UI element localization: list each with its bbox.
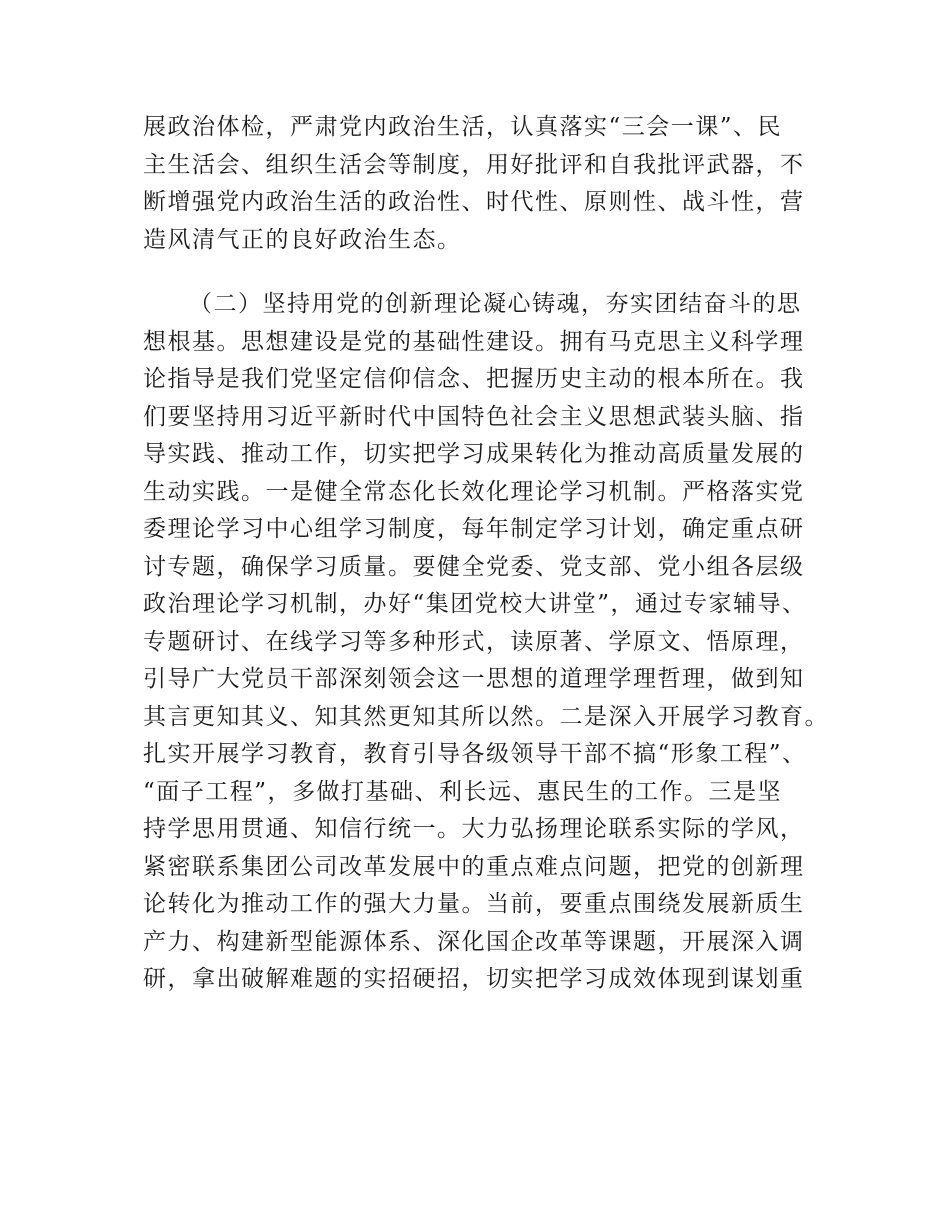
text-line: 扎实开展学习教育，教育引导各级领导干部不搞“形象工程”、 [143, 741, 807, 767]
text-line: 研，拿出破解难题的实招硬招，切实把学习成效体现到谋划重 [143, 966, 805, 992]
text-line: 们要坚持用习近平新时代中国特色社会主义思想武装头脑、指 [143, 403, 805, 430]
text-line: 持学思用贯通、知信行统一。大力弘扬理论联系实际的学风， [143, 816, 805, 842]
text-line: 生动实践。一是健全常态化长效化理论学习机制。严格落实党 [143, 478, 805, 505]
text-line: 产力、构建新型能源体系、深化国企改革等课题，开展深入调 [143, 928, 805, 955]
text-line: 引导广大党员干部深刻领会这一思想的道理学理哲理，做到知 [143, 666, 805, 692]
text-line: 讨专题，确保学习质量。要健全党委、党支部、党小组各层级 [143, 553, 805, 580]
text-line: 造风清气正的良好政治生态。 [143, 226, 462, 253]
text-line: 其言更知其义、知其然更知其所以然。二是深入开展学习教育。 [143, 703, 829, 730]
text-line: 政治理论学习机制，办好“集团党校大讲堂”，通过专家辅导、 [143, 591, 807, 617]
text-line: 导实践、推动工作，切实把学习成果转化为推动高质量发展的 [143, 441, 805, 467]
text-line: 专题研讨、在线学习等多种形式，读原著、学原文、悟原理， [143, 628, 805, 655]
text-line: 想根基。思想建设是党的基础性建设。拥有马克思主义科学理 [143, 328, 805, 355]
text-line [143, 999, 823, 1037]
text-line: 委理论学习中心组学习制度，每年制定学习计划，确定重点研 [143, 516, 805, 542]
text-line: 论指导是我们党坚定信仰信念、把握历史主动的根本所在。我 [143, 366, 805, 392]
text-line: “面子工程”，多做打基础、利长远、惠民生的工作。三是坚 [143, 778, 783, 805]
text-line: 紧密联系集团公司改革发展中的重点难点问题，把党的创新理 [143, 853, 805, 880]
paragraph-continuation [143, 109, 823, 259]
text-line [143, 1036, 823, 1074]
text-line: 主生活会、组织生活会等制度，用好批评和自我批评武器，不 [143, 151, 805, 178]
text-line: 论转化为推动工作的强大力量。当前，要重点围绕发展新质生 [143, 891, 805, 917]
paragraph-section-two [143, 286, 829, 1074]
text-line: 展政治体检，严肃党内政治生活，认真落实“三会一课”、民 [143, 114, 783, 140]
section-heading-line: （二）坚持用党的创新理论凝心铸魂，夯实团结奋斗的思 [189, 291, 802, 317]
text-line: 断增强党内政治生活的政治性、时代性、原则性、战斗性，营 [143, 189, 805, 215]
